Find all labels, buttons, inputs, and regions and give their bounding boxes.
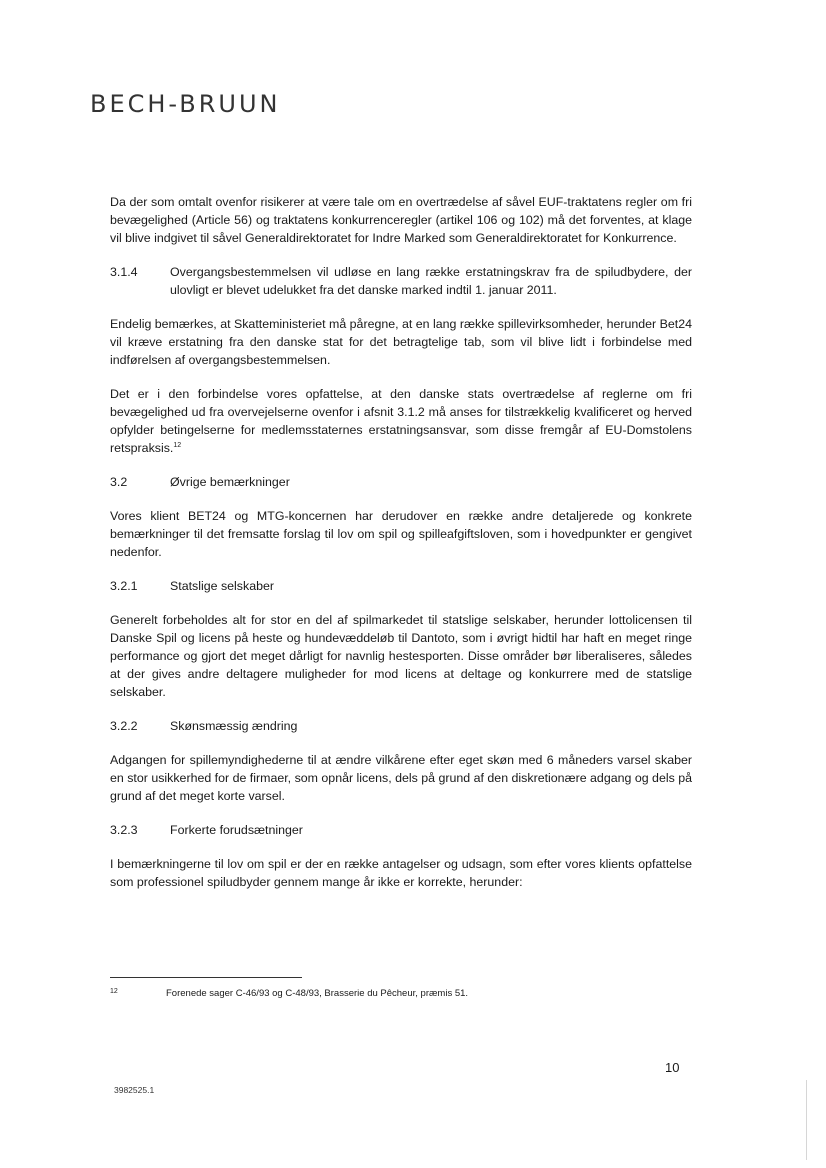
heading-number: 3.2.2	[110, 719, 138, 733]
heading-3-2-3	[110, 821, 692, 839]
footnote-number: 12	[110, 988, 118, 995]
heading-number: 3.2.3	[110, 823, 138, 837]
section-number: 3.1.4	[110, 265, 138, 279]
heading-title: Statslige selskaber	[170, 579, 274, 593]
paragraph: I bemærkningerne til lov om spil er der en række antagelser og udsagn, som efter vores klients opfattelse som professionel spiludbyder gennem mange år ikke er korrekte, herunder:	[110, 857, 692, 889]
paragraph: Generelt forbeholdes alt for stor en del af spilmarkedet til statslige selskaber, herunder lottolicensen til Danske Spil og licens på heste og hundevæddeløb til Dantoto, som i øvrigt hidtil har haft en meget ringe performance og gjort det meget dårligt for navnlig hestesporten. Disse områder bør liberaliseres, således at der gives andre deltagere muligheder for mod licens at deltage og konkurrere med de statslige selskaber.	[110, 613, 692, 699]
heading-3-2	[110, 473, 692, 491]
heading-number: 3.2.1	[110, 579, 138, 593]
paragraph: Vores klient BET24 og MTG-koncernen har derudover en række andre detaljerede og konkrete bemærkninger til det fremsatte forslag til lov om spil og spilleafgiftsloven, som i hovedpunkter er gengivet nedenfor.	[110, 509, 692, 559]
footnote-divider	[110, 977, 302, 978]
heading-title: Forkerte forudsætninger	[170, 823, 303, 837]
paragraph: Adgangen for spillemyndighederne til at ændre vilkårene efter eget skøn med 6 måneders varsel skaber en stor usikkerhed for de firmaer, som opnår licens, dels på grund af den diskretionære adgang og dels på grund af det meget korte varsel.	[110, 753, 693, 803]
heading-title: Skønsmæssig ændring	[170, 719, 298, 733]
heading-3-2-1	[110, 577, 692, 595]
heading-3-2-2	[110, 717, 692, 735]
footnote-reference: 12	[173, 441, 182, 449]
section-text: Overgangsbestemmelsen vil udløse en lang række erstatningskrav fra de spiludbydere, der ulovligt er blevet udelukket fra det danske marked indtil 1. januar 2011.	[170, 265, 692, 297]
paragraph-text: Det er i den forbindelse vores opfattelse, at den danske stats overtrædelse af reglerne om fri bevægelighed ud fra overvejelserne ovenfor i afsnit 3.1.2 må anses for tilstrækkelig kvalificeret og herved opfylder betingelserne for medlemsstaternes erstatningsansvar, som disse fremgår af EU-Domstolens retspraksis.	[110, 387, 692, 455]
footnote-text: Forenede sager C-46/93 og C-48/93, Brasserie du Pêcheur, præmis 51.	[166, 988, 469, 999]
page-number: 10	[665, 1060, 680, 1075]
paragraph: Da der som omtalt ovenfor risikerer at være tale om en overtrædelse af såvel EUF-traktatens regler om fri bevægelighed (Article 56) og traktatens konkurrenceregler (artikel 106 og 102) må det forventes, at klage vil blive indgivet til såvel Generaldirektoratet for Indre Marked som Generaldirektoratet for Konkurrence.	[110, 195, 692, 245]
company-logo: BECH-BRUUN	[90, 90, 281, 118]
section-3-1-4	[110, 263, 692, 299]
paragraph: Endelig bemærkes, at Skatteministeriet må påregne, at en lang række spillevirksomheder, herunder Bet24 vil kræve erstatning fra den danske stat for det betragtelige tab, som vil blive lidt i forbindelse med indførelsen af overgangsbestemmelsen.	[110, 317, 692, 367]
footnote	[110, 988, 670, 999]
heading-title: Øvrige bemærkninger	[170, 475, 290, 489]
paragraph-with-footnote	[110, 385, 692, 457]
document-body	[110, 193, 692, 907]
heading-number: 3.2	[110, 475, 128, 489]
document-id: 3982525.1	[114, 1085, 155, 1095]
scan-artifact	[806, 1080, 807, 1160]
